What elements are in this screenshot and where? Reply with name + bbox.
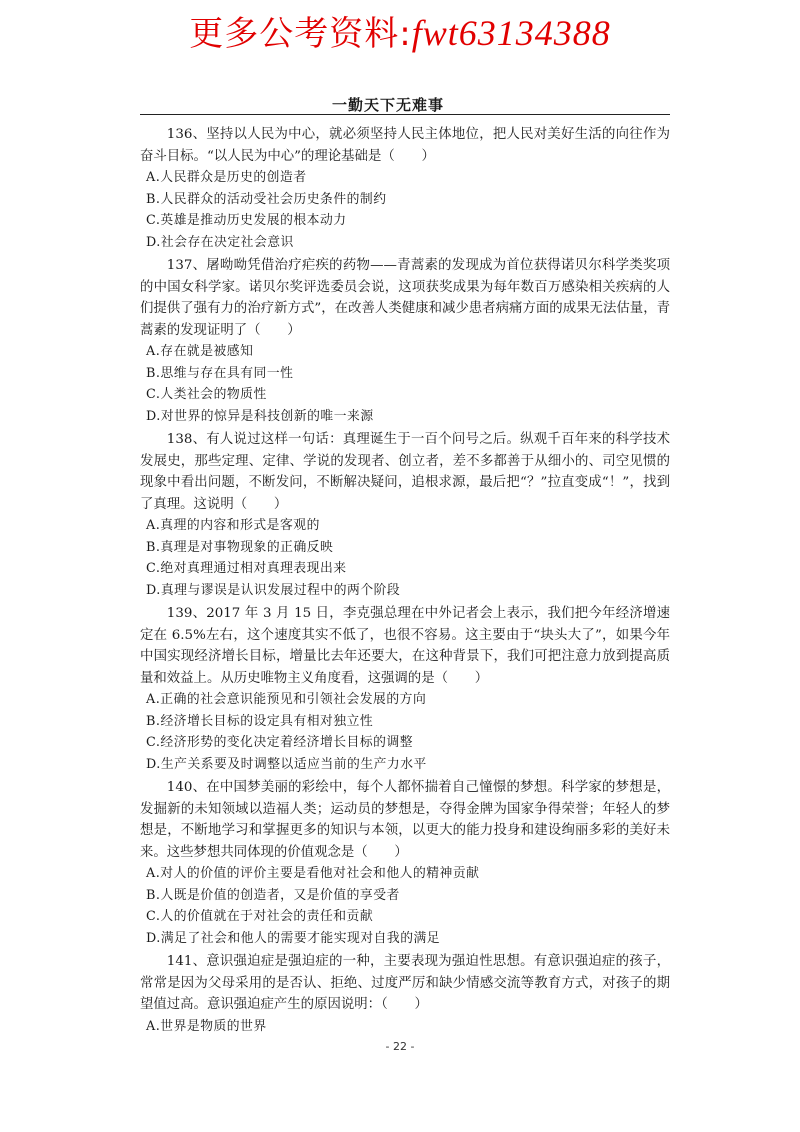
watermark-prefix: 更多公考资料: xyxy=(189,14,412,54)
option-b: B.思维与存在具有同一性 xyxy=(146,365,294,381)
header-divider xyxy=(140,114,670,115)
question-stem: 136、坚持以人民为中心，就必须坚持人民主体地位，把人民对美好生活的向往作为奋斗目标。“以人民为中心”的理论基础是（ ） xyxy=(140,127,670,164)
watermark-banner xyxy=(0,6,800,55)
option-b: B.经济增长目标的设定具有相对独立性 xyxy=(146,713,374,729)
option-d: D.满足了社会和他人的需要才能实现对自我的满足 xyxy=(146,930,441,946)
option-d: D.生产关系要及时调整以适应当前的生产力水平 xyxy=(146,756,427,772)
option-d: D.真理与谬误是认识发展过程中的两个阶段 xyxy=(146,582,401,598)
question-139 xyxy=(140,603,670,775)
option-a: A.世界是物质的世界 xyxy=(146,1018,267,1034)
page-number: - 22 - xyxy=(385,1040,415,1053)
option-a: A.对人的价值的评价主要是看他对社会和他人的精神贡献 xyxy=(146,866,480,881)
watermark-code: fwt63134388 xyxy=(411,13,611,53)
question-137 xyxy=(140,255,670,427)
option-b: B.真理是对事物现象的正确反映 xyxy=(146,539,334,555)
question-138 xyxy=(140,429,670,601)
option-c: C.人类社会的物质性 xyxy=(146,387,267,402)
option-a: A.人民群众是历史的创造者 xyxy=(146,170,307,185)
page-header-title: 一勤天下无难事 xyxy=(332,96,445,114)
option-c: C.人的价值就在于对社会的责任和贡献 xyxy=(146,909,374,924)
question-stem: 141、意识强迫症是强迫症的一种，主要表现为强迫性思想。有意识强迫症的孩子，常常是因为父母采用的是否认、拒绝、过度严厉和缺少情感交流等教育方式，对孩子的期望值过高。意识强迫症产生的原因说明：（ ） xyxy=(140,954,670,1012)
question-stem: 137、屠呦呦凭借治疗疟疾的药物——青蒿素的发现成为首位获得诺贝尔科学类奖项的中国女科学家。诺贝尔奖评选委员会说，这项获奖成果为每年数百万感染相关疾病的人们提供了强有力的治疗新方式”，在改善人类健康和减少患者病痛方面的成果无法估量，青蒿素的发现证明了（ ） xyxy=(140,258,670,338)
question-136 xyxy=(140,124,670,253)
question-140 xyxy=(140,777,670,949)
option-b: B.人民群众的活动受社会历史条件的制约 xyxy=(146,191,387,207)
option-a: A.存在就是被感知 xyxy=(146,344,254,359)
option-c: C.英雄是推动历史发展的根本动力 xyxy=(146,213,347,228)
question-stem: 138、有人说过这样一句话：真理诞生于一百个问号之后。纵观千百年来的科学技术发展史，那些定理、定律、学说的发现者、创立者，差不多都善于从细小的、司空见惯的现象中看出问题，不断发问，不断解决疑问，追根求源，最后把“？”拉直变成“！”，找到了真理。这说明（ ） xyxy=(140,432,670,512)
question-141 xyxy=(140,951,670,1037)
option-c: C.绝对真理通过相对真理表现出来 xyxy=(146,561,347,576)
option-b: B.人既是价值的创造者，又是价值的享受者 xyxy=(146,887,400,903)
question-list xyxy=(140,124,670,1039)
question-stem: 139、2017 年 3 月 15 日，李克强总理在中外记者会上表示，我们把今年经济增速定在 6.5%左右，这个速度其实不低了，也很不容易。这主要由于“块头大了”，如果今年中国实现经济增长目标，增量比去年还要大，在这种背景下，我们可把注意力放到提高质量和效益上。从历史唯物主义角度看，这强调的是（ ） xyxy=(140,606,670,686)
option-a: A.真理的内容和形式是客观的 xyxy=(146,518,320,533)
question-stem: 140、在中国梦美丽的彩绘中，每个人都怀揣着自己憧憬的梦想。科学家的梦想是，发掘新的未知领域以造福人类；运动员的梦想是，夺得金牌为国家争得荣誉；年轻人的梦想是，不断地学习和掌握更多的知识与本领，以更大的能力投身和建设绚丽多彩的美好未来。这些梦想共同体现的价值观念是（ ） xyxy=(140,780,670,860)
option-d: D.对世界的惊异是科技创新的唯一来源 xyxy=(146,408,374,424)
option-d: D.社会存在决定社会意识 xyxy=(146,234,294,250)
option-a: A.正确的社会意识能预见和引领社会发展的方向 xyxy=(146,692,427,707)
option-c: C.经济形势的变化决定着经济增长目标的调整 xyxy=(146,735,414,750)
